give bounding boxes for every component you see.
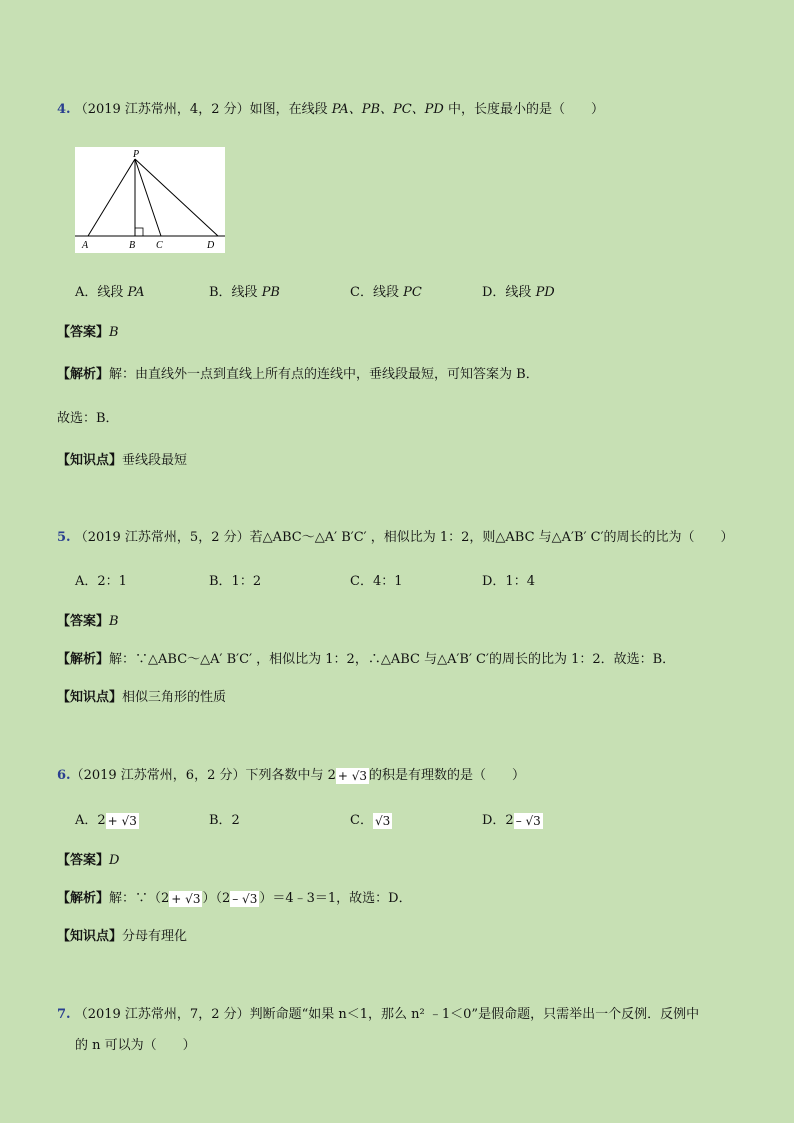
radical-expression: + √3: [171, 891, 201, 906]
label-d: D: [207, 240, 215, 251]
radical-expression: + √3: [107, 813, 137, 828]
kp-text: 分母有理化: [122, 929, 188, 944]
analysis-line: [57, 366, 539, 384]
kp-tag: 【知识点】: [57, 690, 123, 705]
right-angle-mark: [135, 228, 143, 236]
option-c: C． √3: [350, 813, 391, 828]
geometry-figure: [75, 147, 225, 253]
analysis-tag: 【解析】: [57, 367, 110, 382]
knowledge-point-line: [57, 452, 187, 470]
stem-text: （2019 江苏常州，7，2 分）判断命题“如果 n＜1，那么 n² ﹣1＜0”是假命题，只需举出一个反例．反例中: [74, 1007, 700, 1022]
answer-value: B: [109, 614, 119, 629]
question-number: 5.: [57, 530, 71, 545]
answer-value: B: [109, 325, 119, 340]
kp-tag: 【知识点】: [57, 929, 123, 944]
stem-text-end: 中，长度最小的是（ ）: [443, 102, 604, 117]
option-d: D．1：4: [482, 574, 535, 589]
stem-text: （2019 江苏常州，5，2 分）若△ABC～△A′ B′C′ ，相似比为 1：2，则△ABC 与△A′B′ C′的周长的比为（ ）: [74, 530, 734, 545]
analysis-text: 解：∵△ABC～△A′ B′C′ ，相似比为 1：2，∴△ABC 与△A′B′ C′的周长的比为 1：2．故选：B．: [109, 652, 676, 667]
knowledge-point-line: [57, 689, 226, 707]
analysis-line: 【解析】解：∵（2 + √3 ）（2 – √3 ）＝4﹣3＝1，故选：D．: [57, 891, 412, 906]
segment-pd: [135, 159, 218, 236]
option-a: A．线段 PA: [75, 285, 145, 300]
analysis-tag: 【解析】: [57, 652, 110, 667]
option-a: A．2：1: [75, 574, 127, 589]
label-p: P: [133, 149, 140, 160]
answer-tag: 【答案】: [57, 614, 110, 629]
option-b: B．1：2: [209, 574, 262, 589]
question-number: 7.: [57, 1007, 71, 1022]
segment-pa: [88, 159, 135, 236]
answer-line: [57, 852, 119, 870]
analysis-line: [57, 651, 675, 669]
answer-value: D: [109, 853, 120, 868]
question-4-stem: [57, 101, 604, 119]
answer-tag: 【答案】: [57, 853, 110, 868]
kp-tag: 【知识点】: [57, 453, 123, 468]
radical-expression: √3: [374, 813, 391, 828]
question-number: 6.: [57, 768, 71, 783]
stem-segments: PA、PB、PC、PD: [331, 102, 444, 117]
option-c: C．4：1: [350, 574, 403, 589]
stem-text: （2019 江苏常州，6，2 分）下列各数中与 2: [70, 768, 336, 783]
stem-text-end: 的积是有理数的是（ ）: [369, 768, 526, 783]
choose-line: 故选：B．: [57, 411, 119, 426]
option-c: C．线段 PC: [350, 285, 422, 300]
radical-expression: – √3: [232, 891, 258, 906]
label-a: A: [82, 240, 89, 251]
label-c: C: [156, 240, 163, 251]
option-d: D．线段 PD: [482, 285, 555, 300]
question-number: 4.: [57, 102, 71, 117]
knowledge-point-line: [57, 928, 187, 946]
question-7-stem-cont: 的 n 可以为（ ）: [75, 1038, 196, 1053]
label-b: B: [129, 240, 136, 251]
question-5-stem: [57, 529, 734, 547]
option-b: B．线段 PB: [209, 285, 280, 300]
perpendicular-segments-diagram: [75, 147, 225, 253]
analysis-text: 解：由直线外一点到直线上所有点的连线中，垂线段最短，可知答案为 B．: [109, 367, 539, 382]
radical-expression: + √3: [337, 768, 368, 783]
radical-expression: – √3: [515, 813, 541, 828]
option-b: B．2: [209, 813, 240, 828]
answer-line: [57, 613, 119, 631]
answer-line: [57, 324, 119, 342]
analysis-tag: 【解析】: [57, 891, 110, 906]
answer-tag: 【答案】: [57, 325, 110, 340]
question-6-stem: [57, 767, 525, 785]
option-a: A．2 + √3: [75, 813, 137, 828]
kp-text: 相似三角形的性质: [122, 690, 227, 705]
stem-text: （2019 江苏常州，4，2 分）如图，在线段: [74, 102, 332, 117]
kp-text: 垂线段最短: [122, 453, 188, 468]
question-7-stem: [57, 1006, 699, 1024]
option-d: D．2 – √3: [482, 813, 541, 828]
